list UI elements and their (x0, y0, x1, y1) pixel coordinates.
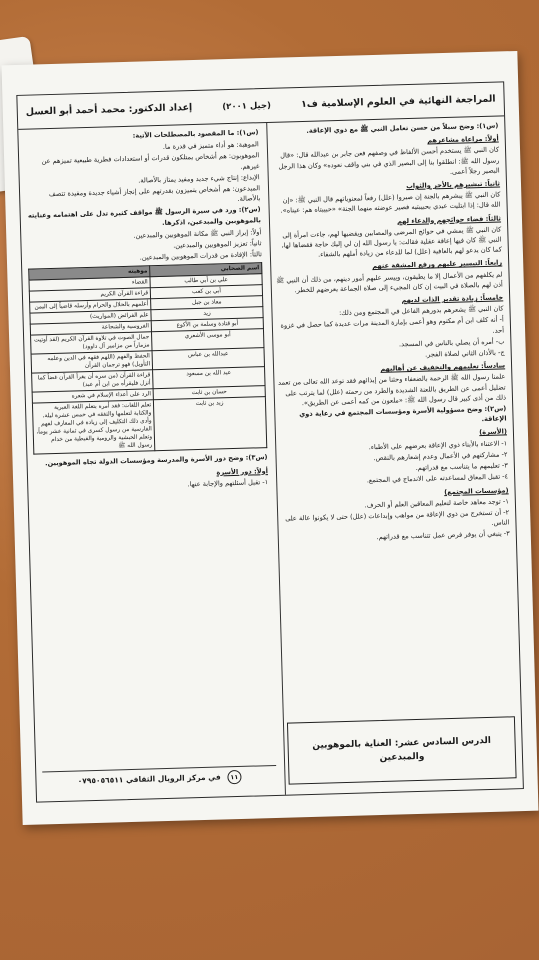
family-role-title: أولاً: دور الأسرة (216, 466, 269, 477)
point-item: ثانياً: تعزيز الموهوبين والمبدعين. (173, 239, 262, 250)
footer-text: في مركز الرويال الثقافي ٠٧٩٥٠٥٦٥١١ (77, 772, 221, 786)
table-cell: علم الفرائض (المواريث) (30, 310, 151, 324)
table-cell: الحفظ والفهم (اللهم فقهه في الدين وعلمه التأويل) فهو ترجمان القرآن (31, 351, 153, 373)
term-definition: الموهوبون: هم أشخاص يمتلكون قدرات أو استعدادات فطرية طبيعية تميزهم عن غيرهم. (41, 151, 260, 171)
section-5-item: أ- أنه كلف ابن أم مكتوم وهو أعمى بإمارة المدينة مرات عديدة كما حصل في غزوة أحد. (280, 315, 505, 335)
table-cell: أبو موسى الأشعري (152, 329, 264, 351)
section-2-title: ثانياً: تبشيرهم بالأجر والثواب (406, 179, 501, 191)
point-item: ثالثاً: الإفادة من قدرات الموهوبين والمبدعين. (139, 250, 262, 262)
table-header: اسم الصحابي (150, 263, 262, 277)
section-4-title: رابعاً: التيسير عليهم ورفع المشقة عنهم (372, 258, 503, 271)
table-cell: تعلم اللغات: فقد أمره بتعلم اللغة العبرية والكتابة لتعلمها والتفقه في خمس عشرة ليلة، وأدى ذلك التكليف إلى زيادة في المعارف لفهم الفارسية من رسول كسرى في ثمانية عشر يوماً، وتعلم الحبشية والرومية والقبطية من خدام رسول الله ﷺ (32, 400, 155, 454)
table-cell: القضاء (29, 277, 150, 291)
question-1-right: (س١): وضح سبلاً من حسن تعامل النبي ﷺ مع ذوي الإعاقة. (306, 121, 499, 135)
header-author: إعداد الدكتور: محمد أحمد أبو العسل (25, 102, 193, 118)
section-4-text: لم يكلفهم من الأعمال إلا ما يطيقون، وييسر عليهم أمور دينهم، من ذلك أن النبي ﷺ أذن لهم بالصلاة في البيت إن كان المجيء إلى صلاة الجماعة يعرضهم للخطر. (276, 270, 503, 295)
question-3-left: (س٣): وضح دور الأسرة والمدرسة ومؤسسات الدولة تجاه الموهوبين. (44, 453, 268, 468)
institutions-item: ٢- أن تستخرج من ذوي الإعاقة من مواهب وإبداعات (علل) حتى لا يكونوا عالة على الناس. (285, 508, 510, 527)
section-1-title: أولاً: مراعاة مشاعرهم (427, 134, 499, 145)
section-5-title: خامساً: زيادة تقدير الذات لديهم (401, 293, 504, 305)
table-cell: أعلمهم بالحلال والحرام وأرسله قاضياً إلى اليمن (30, 299, 151, 313)
point-item: أولاً: إبراز النبي ﷺ مكانة الموهوبين والمبدعين. (133, 227, 262, 240)
worksheet-page (1, 51, 538, 825)
family-item: ٤- تقبل المعاق لمساعدته على الاندماج في المجتمع. (366, 472, 509, 485)
table-cell: علي بن أبي طالب (150, 274, 262, 288)
table-cell: جمال الصوت في تلاوة القرآن الكريم (لقد أوتيت مزماراً من مزامير آل داوود) (31, 332, 153, 354)
table-cell: قراءة القرآن الكريم (29, 288, 150, 302)
table-cell: عبدالله بن عباس (152, 348, 264, 370)
question-2-left: (س٢): ورد في سيرة الرسول ﷺ مواقف كثيرة تدل على اهتمامه وعنايته بالموهوبين والمبدعين، اذكرها. (27, 205, 262, 227)
family-item: ٣- تعليمهم ما يتناسب مع قدراتهم. (415, 461, 508, 473)
section-6-title: سادساً: تعليمهم والتخفيف عن أهاليهم (380, 361, 506, 374)
table-cell: الفروسية والشجاعة (30, 321, 151, 335)
institutions-item: ٣- ينبغي أن يوفر فرص عمل تتناسب مع قدراتهم. (376, 529, 510, 542)
family-item: ١- الاعتناء بالأبناء ذوي الإعاقة بعرضهم على الأطباء. (368, 439, 508, 451)
table-row (32, 397, 266, 454)
section-5-text: كان النبي ﷺ يشعرهم بدورهم الفاعل في المجتمع ومن ذلك: (338, 304, 504, 318)
header-title: المراجعة النهائية في العلوم الإسلامية ف١ (300, 93, 496, 111)
page-frame (16, 81, 524, 802)
table-cell: الرد على أعداء الإسلام في شعره (32, 389, 153, 403)
table-cell: حسان بن ثابت (153, 386, 265, 400)
section-2-text: كان النبي ﷺ يبشرهم بالجنة إن صبروا (علل) رفعاً لمعنوياتهم قال النبي ﷺ: «إن الله قال: إذا ابتليت عبدي بحبيبتيه فصبر عوضته منهما الجنة» «حبيبتاه هم: عيناه». (280, 190, 501, 216)
institutions-item: ١- توجد معاهد خاصة لتعليم المعاقين العلم أو الحرف. (364, 497, 509, 510)
term-definition: الإبداع: إنتاج شيء جديد ومفيد يمتاز بالأصالة. (138, 172, 260, 185)
question-2-right: (س٢): وضح مسؤولية الأسرة ومؤسسات المجتمع في رعاية ذوي الإعاقة. (299, 404, 507, 424)
question-1-left: (س١): ما المقصود بالمصطلحات الآتية: (132, 128, 259, 140)
companions-table (28, 263, 267, 455)
family-title: (الأسرة) (479, 427, 508, 437)
table-cell: زيد بن ثابت (154, 397, 267, 451)
right-column (270, 121, 510, 547)
table-cell: معاذ بن جبل (151, 296, 263, 310)
page-number: ١١ (227, 770, 241, 784)
header-generation: (جيل ٢٠٠١) (222, 100, 272, 112)
left-column (24, 127, 268, 494)
section-1-text: كان النبي ﷺ يستخدم أحسن الألفاظ في وصفهم فعن جابر بن عبدالله قال: «قال رسول الله ﷺ: انطلقوا بنا إلى البصير الذي في بني واقف نعوده» وكان هذا الرجل البصير رجلاً أعمى. (278, 145, 500, 176)
section-3-text: كان النبي ﷺ يمشي في حوائج المرضى والمصابين ويقضيها لهم، جاءت امرأة إلى النبي ﷺ كان فيها إعاقة عقلية فقالت: يا رسول الله إن لي إليك حاجة فقضاها لها، كما كان يدعو لهم بالعافية (علل) لما للدعاء من زيادة أملهم بالشفاء. (281, 225, 502, 259)
table-cell: قراءة القرآن (من سره أن يقرأ القرآن غضاً كما أنزل فليقرأه من ابن أم عبد) (32, 370, 154, 392)
family-item: ٢- مشاركتهم في الأعمال وعدم إشعارهم بالنقص. (373, 450, 508, 463)
family-role-item: ١- تقبل أسئلتهم والإجابة عنها. (187, 477, 269, 489)
institutions-title: (مؤسسات المجتمع) (444, 485, 509, 496)
lesson-title-box (287, 716, 517, 784)
lesson-title: الدرس السادس عشر: العناية بالموهوبين والمبدعين (312, 735, 491, 764)
table-header: موهبته (29, 266, 150, 280)
section-5-item: ب- أمره أن يصلي بالناس في المسجد. (398, 337, 505, 349)
page-footer (42, 765, 276, 790)
section-6-text: علمنا رسول الله ﷺ الرحمة بالضعفاء وحثنا من إيذائهم فقد توعد الله تعالى من تعمد تضليل أعمى عن الطريق باللعنة الشديدة والطرد من رحمته (علل) لما يترتب على ذلك من أذى كبير قال رسول الله ﷺ: «ملعون من كمه أعمى عن الطريق». (278, 372, 507, 407)
term-definition: الموهبة: هو أداء متميز في قدرة ما. (162, 140, 259, 152)
table-cell: أبي بن كعب (150, 285, 262, 299)
term-definition: المبدعون: هم أشخاص يتميزون بقدرتهم على إنجاز أشياء جديدة ومفيدة تتصف بالأصالة. (48, 184, 261, 204)
table-cell: زيد (151, 307, 263, 321)
table-cell: أبو قتادة وسلمة بن الأكوع (151, 318, 263, 332)
table-cell: عبد الله بن مسعود (153, 367, 265, 389)
section-5-item: ج- بالأذان الثاني لصلاة الفجر. (424, 348, 505, 359)
section-3-title: ثالثاً: قضاء حوائجهم والدعاء لهم (396, 214, 502, 225)
